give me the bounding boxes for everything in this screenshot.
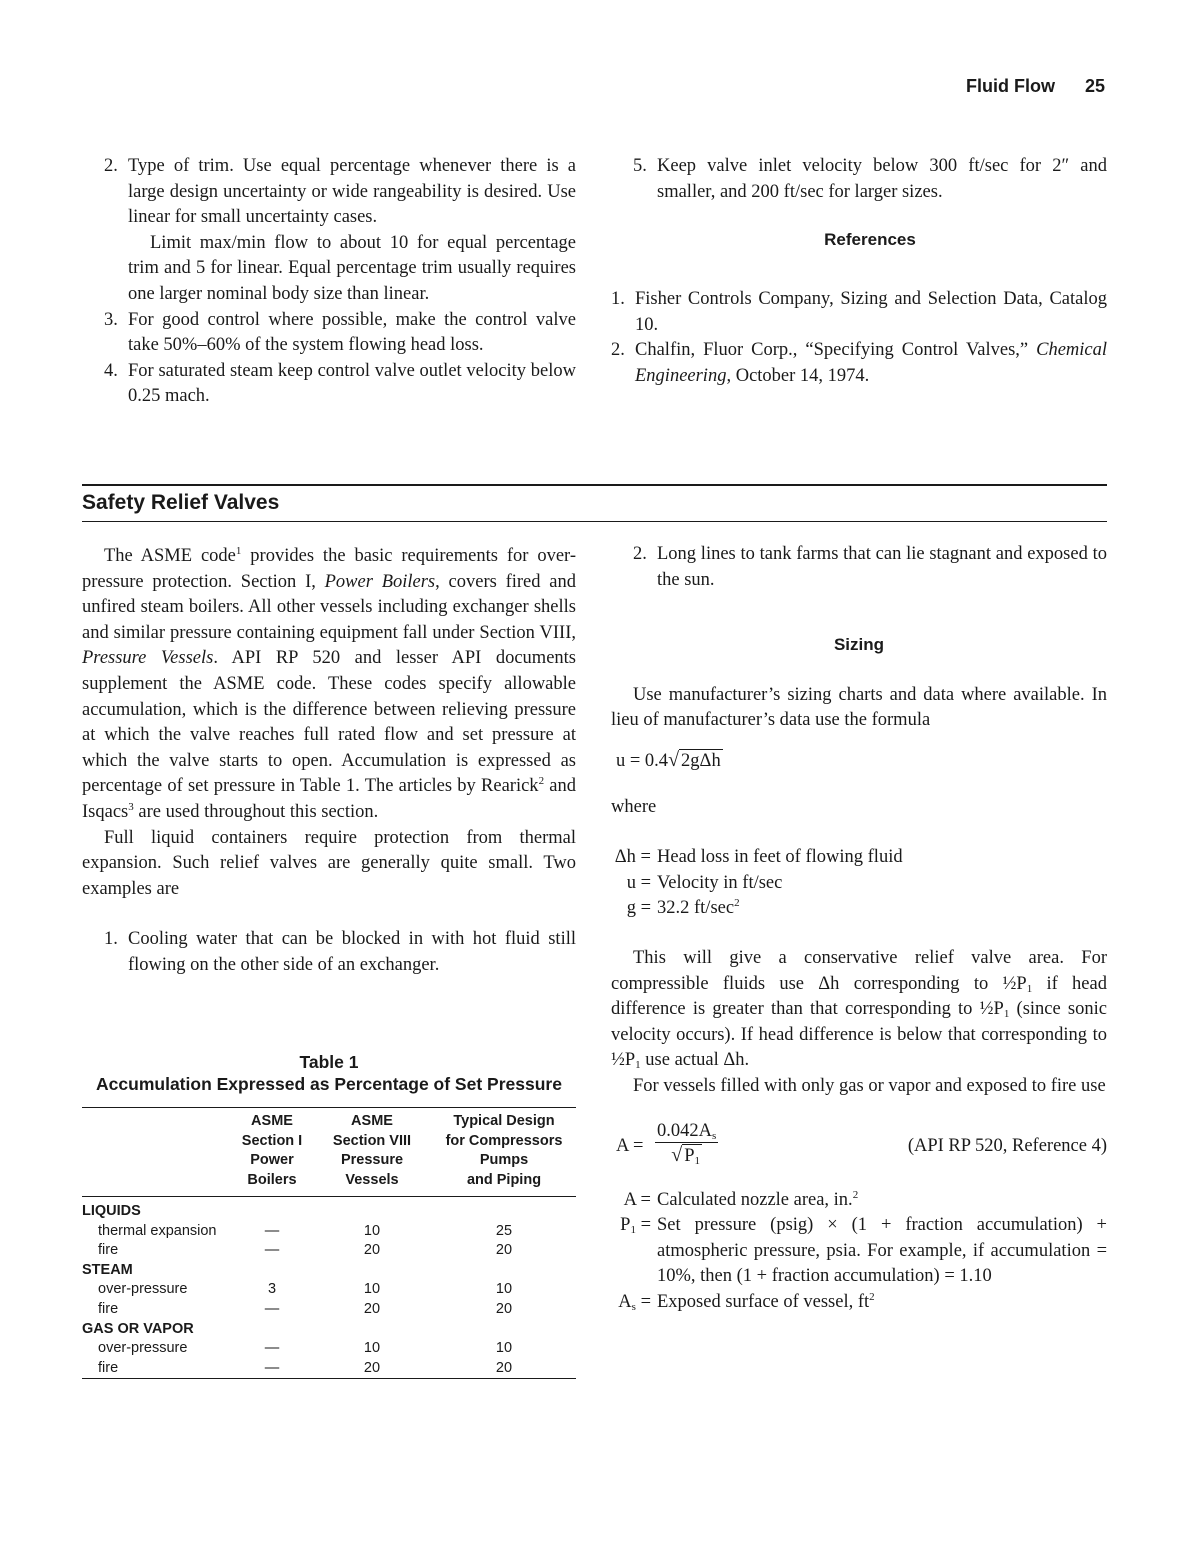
list-item-paragraph: Limit max/min flow to about 10 for equal percentage trim and 5 for linear. Equal percentage trim usually requires one larger nominal body size than linear. bbox=[128, 232, 576, 304]
footnote-ref-1: 1 bbox=[235, 545, 242, 557]
design-guidelines-list bbox=[104, 154, 576, 410]
sizing-heading: Sizing bbox=[833, 635, 885, 655]
list-item bbox=[104, 359, 576, 410]
accumulation-table bbox=[82, 1107, 576, 1379]
list-item-number: 1. bbox=[104, 929, 118, 950]
fire-exposure-paragraph: For vessels filled with only gas or vapor and exposed to fire use bbox=[633, 1075, 1106, 1096]
definition-row: $P_1$ = Set pressure (psig) × (1 + fraction accumulation) + atmospheric pressure, psia. For example, if accumulation = 10%, then (1 + fraction accumulation) = 1.10 bbox=[620, 1215, 1107, 1287]
table-row: STEAM bbox=[82, 1261, 133, 1278]
references-heading: References bbox=[824, 230, 916, 250]
references-list bbox=[611, 287, 1107, 389]
area-definitions bbox=[611, 1188, 1107, 1316]
list-item bbox=[633, 542, 1107, 593]
list-item-number: 5. bbox=[633, 156, 647, 176]
reference-item bbox=[611, 338, 1107, 389]
italic-power-boilers: Power Boilers bbox=[324, 571, 436, 592]
table-row: over-pressure — 10 10 bbox=[98, 1340, 513, 1357]
definition-row: Δh = Head loss in feet of flowing fluid bbox=[614, 847, 903, 868]
definition-row: A = Calculated nozzle area, in.$^2$ bbox=[623, 1188, 859, 1210]
footnote-ref-3: 3 bbox=[128, 800, 134, 813]
reference-authors: Chalfin, Fluor Corp., “Specifying Control Valves,” bbox=[635, 340, 1029, 361]
sqrt-icon: √ bbox=[671, 1143, 683, 1166]
examples-list-continued bbox=[633, 542, 1107, 593]
list-item-number: 3. bbox=[104, 309, 118, 330]
reference-text bbox=[635, 338, 1107, 389]
formula-lhs: u = 0.4 bbox=[616, 750, 669, 771]
bottom-right-column bbox=[611, 542, 1107, 1315]
list-item-text: For saturated steam keep control valve outlet velocity below 0.25 mach. bbox=[128, 360, 576, 407]
table-row: fire — 20 20 bbox=[82, 1359, 576, 1379]
velocity-definitions bbox=[611, 845, 1107, 922]
table-row: fire — 20 20 bbox=[98, 1242, 513, 1259]
list-item-text: Keep valve inlet velocity below 300 ft/sec for 2″ and smaller, and 200 ft/sec for larger sizes. bbox=[657, 156, 1107, 202]
list-item-number: 2. bbox=[104, 156, 118, 176]
running-head-title: Fluid Flow bbox=[965, 76, 1055, 96]
sqrt-icon: √ bbox=[668, 748, 680, 771]
section-title: Safety Relief Valves bbox=[82, 491, 280, 514]
section-rule-bottom bbox=[82, 521, 1107, 522]
top-left-column bbox=[104, 154, 576, 410]
list-item-number: 4. bbox=[104, 360, 118, 381]
list-item-text: Cooling water that can be blocked in with hot fluid still flowing on the other side of an exchanger. bbox=[128, 929, 576, 975]
formula-fraction bbox=[655, 1120, 718, 1168]
table-header: Typical Design for Compressors Pumps and Piping bbox=[445, 1113, 563, 1188]
list-item-text: Type of trim. Use equal percentage whenever there is a large design uncertainty or wide rangeability is desired. Use linear for small uncertainty cases. bbox=[128, 156, 576, 228]
area-formula bbox=[611, 1120, 1107, 1176]
table-caption bbox=[82, 1051, 576, 1095]
reference-number: 1. bbox=[611, 289, 625, 309]
definition-row: $A_s$ = Exposed surface of vessel, $ft^2$ bbox=[618, 1290, 875, 1313]
fraction-numerator: $0.042A_s$ bbox=[657, 1120, 717, 1142]
list-item bbox=[104, 154, 576, 308]
list-item-text: Long lines to tank farms that can lie stagnant and exposed to the sun. bbox=[657, 544, 1107, 590]
table-header: ASME Section I Power Boilers bbox=[241, 1113, 303, 1188]
table-header: ASME Section VIII Pressure Vessels bbox=[332, 1113, 412, 1188]
table-row: thermal expansion — 10 25 bbox=[98, 1222, 513, 1239]
table-row: GAS OR VAPOR bbox=[82, 1320, 194, 1337]
reference-item bbox=[611, 287, 1107, 338]
table-row: fire — 20 20 bbox=[98, 1300, 513, 1317]
reference-date: , October 14, 1974. bbox=[726, 365, 870, 386]
design-guidelines-list-continued bbox=[633, 154, 1107, 205]
page-number: 25 bbox=[1084, 76, 1105, 96]
table-row: over-pressure 3 10 10 bbox=[98, 1281, 513, 1298]
reference-number: 2. bbox=[611, 340, 625, 361]
top-right-column bbox=[633, 154, 1107, 279]
bottom-left-column bbox=[82, 544, 576, 979]
table-row: LIQUIDS bbox=[82, 1203, 141, 1219]
running-head bbox=[966, 76, 1105, 97]
definition-row: g = 32.2 $ft/\sec^2$ bbox=[626, 897, 740, 919]
list-item-number: 2. bbox=[633, 544, 647, 564]
sizing-intro-paragraph: Use manufacturer’s sizing charts and data where available. In lieu of manufacturer’s data use the formula bbox=[611, 684, 1107, 731]
list-item bbox=[104, 308, 576, 359]
formula-lhs: A = bbox=[616, 1135, 644, 1156]
footnote-ref-2: 2 bbox=[538, 775, 545, 788]
conservative-area-paragraph: This will give a conservative relief valve area. For compressible fluids use Δh corresponding to $\frac{1}{2}P_1$ if head difference is greater than that corresponding to $\frac{1}{2}P_1$ (since sonic velocity occurs). If head difference is below that corresponding to $\frac{1}{2}P_1$ use actual Δh. bbox=[611, 947, 1107, 1072]
table-header-row bbox=[82, 1108, 576, 1197]
intro-paragraph: The ASME code$^1$ provides the basic requirements for over-pressure protection. Section I, Power Boilers, covers fired and unfired steam boilers. All other vessels including exchanger shells and similar pressure containing equipment fall under Section VIII, Pressure Vessels. API RP 520 and lesser API documents supplement the ASME code. These codes specify allowable accumulation, which is the difference between relieving pressure at which the valve reaches full rated flow and set pressure at which the valve starts to open. Accumulation is expressed as percentage of set pressure in Table 1. The articles by Rearick$^2$ and Isqacs$^3$ are used throughout this section. bbox=[82, 545, 576, 822]
thermal-expansion-paragraph: Full liquid containers require protection from thermal expansion. Such relief valves are generally quite small. Two examples are bbox=[82, 827, 576, 899]
where-label: where bbox=[611, 796, 657, 817]
table-title: Accumulation Expressed as Percentage of Set Pressure bbox=[96, 1074, 562, 1094]
list-item bbox=[104, 927, 576, 978]
section-rule-top bbox=[82, 484, 1107, 486]
table-number: Table 1 bbox=[299, 1052, 359, 1072]
reference-journal: Chemical Engineering bbox=[635, 340, 1108, 386]
examples-list bbox=[104, 927, 576, 978]
accumulation-table-block bbox=[82, 1051, 576, 1379]
definition-row: u = Velocity in ft/sec bbox=[626, 872, 783, 893]
italic-pressure-vessels: Pressure Vessels bbox=[82, 648, 214, 669]
list-item bbox=[633, 154, 1107, 205]
list-item-text: For good control where possible, make the control valve take 50%–60% of the system flowing head loss. bbox=[128, 309, 576, 356]
fraction-denominator: √ $P_1$ bbox=[671, 1143, 701, 1167]
formula-reference: (API RP 520, Reference 4) bbox=[907, 1135, 1107, 1156]
reference-text: Fisher Controls Company, Sizing and Selection Data, Catalog 10. bbox=[635, 289, 1107, 335]
table-header-blank bbox=[82, 1108, 232, 1197]
references-list-container bbox=[611, 287, 1107, 389]
velocity-formula bbox=[611, 748, 1107, 775]
formula-radicand: 2gΔh bbox=[681, 750, 721, 771]
